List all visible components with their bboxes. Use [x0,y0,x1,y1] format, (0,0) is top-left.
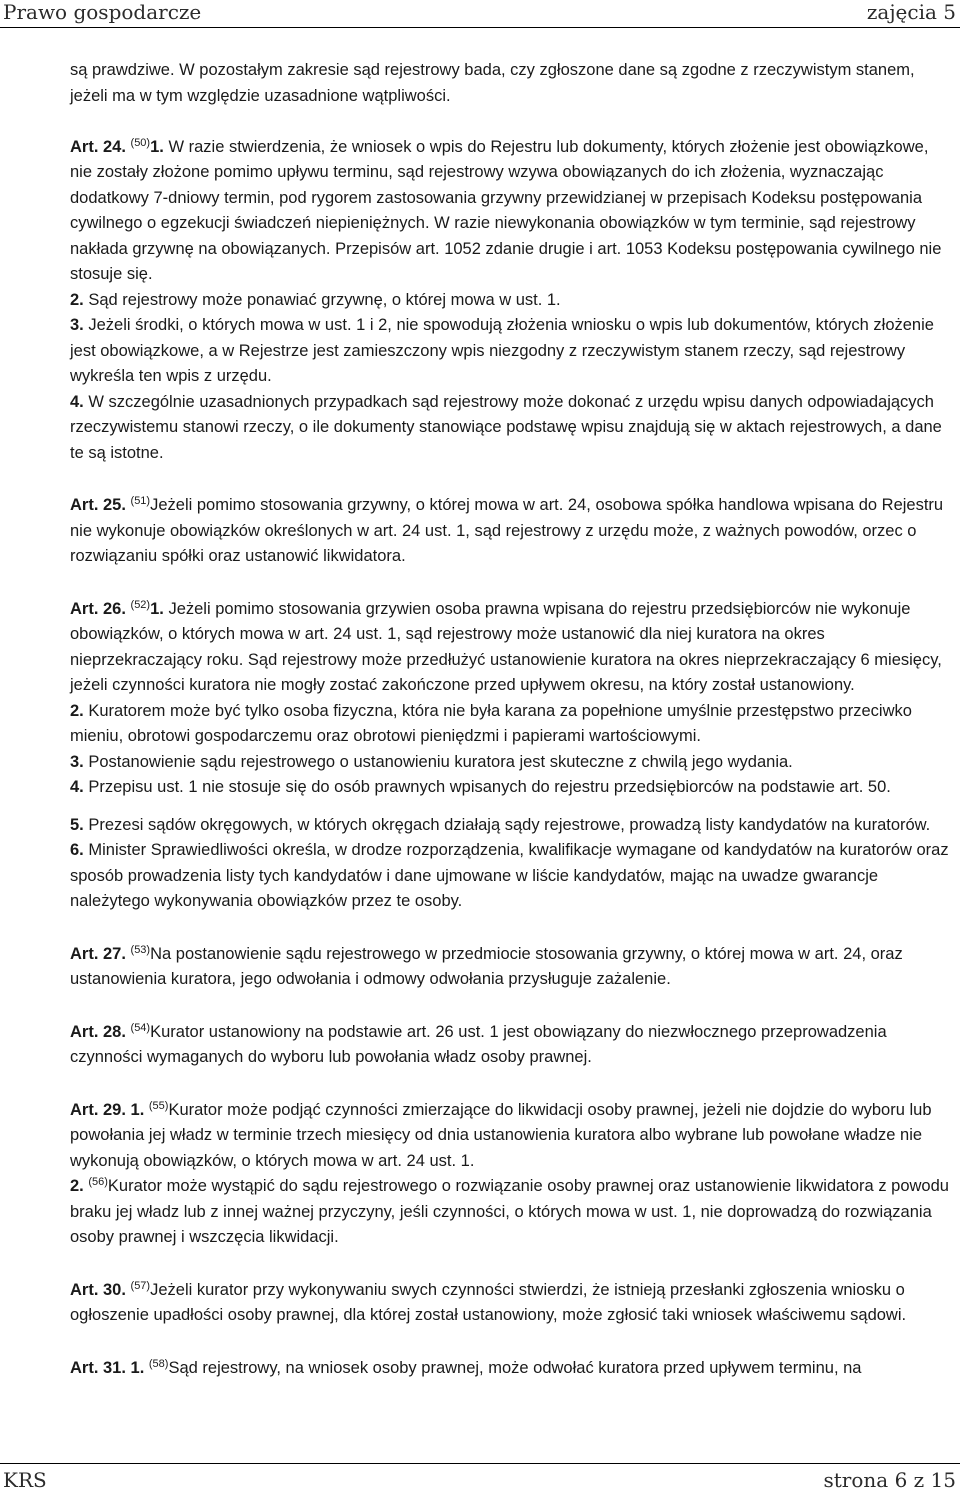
paragraph-number: 2. [70,1177,84,1195]
header-divider [0,27,960,28]
art-26-ust-2 [35,699,953,750]
article-label: Art. 28. [70,1022,126,1041]
article-label: Art. 25. [70,496,126,514]
art-27 [35,942,953,993]
header-title: Prawo gospodarcze [3,0,202,24]
paragraph-intro: są prawdziwe. W pozostałym zakresie sąd rejestrowy bada, czy zgłoszone dane są zgodne z rzeczywistym stanem, jeżeli ma w tym względzie uzasadnione wątpliwości. [70,61,915,105]
paragraph-text: Na postanowienie sądu rejestrowego w przedmiocie stosowania grzywny, o której mowa w art. 24, oraz ustanowienia kuratora, jego odwołania i odmowy odwołania przysługuje zażalenie. [70,944,903,988]
footnote-ref: (58) [148,1357,169,1370]
art-24-ust-3 [35,313,953,390]
art-26-ust-6 [35,838,953,915]
paragraph-number: 3. [70,316,84,334]
art-30 [35,1278,953,1329]
paragraph-text: Minister Sprawiedliwości określa, w drodze rozporządzenia, kwalifikacje wymagane od kandydatów na kuratorów oraz sposób prowadzenia listy tych kandydatów i dane ujmowane w liście kandydatów, mając na uwadze gwarancje należytego wykonywania obowiązków przez te osoby. [70,841,949,910]
paragraph-text: Jeżeli środki, o których mowa w ust. 1 i 2, nie spowodują złożenia wniosku o wpis lub dokumentów, których złożenie jest obowiązkowe, a w Rejestrze jest zamieszczony wpis niezgodny z rzeczywistym stanem rzeczy, sąd rejestrowy wykreśla ten wpis z urzędu. [70,316,934,385]
paragraph-text: Prezesi sądów okręgowych, w których okręgach działają sądy rejestrowe, prowadzą listy kandydatów na kuratorów. [88,815,931,834]
art-29-ust-2 [35,1174,953,1251]
footnote-ref: (56) [88,1176,108,1188]
header-session: zajęcia 5 [866,0,956,24]
paragraph-number: 2. [70,701,84,720]
footnote-ref: (57) [130,1279,151,1292]
art-26-ust-5 [35,813,953,839]
art-24-ust-4 [35,390,953,467]
paragraph-number: 4. [70,392,84,411]
paragraph-number: 4. [70,778,84,796]
paragraph-text: Kurator ustanowiony na podstawie art. 26 ust. 1 jest obowiązany do niezwłocznego przeprowadzenia czynności wymaganych do wyboru lub powołania władz osoby prawnej. [70,1022,887,1066]
art-26-ust-4 [35,775,953,801]
footnote-ref: (53) [130,943,151,956]
art-26-ust-1 [35,597,953,699]
paragraph-text: Jeżeli kurator przy wykonywaniu swych czynności stwierdzi, że istnieją przesłanki zgłoszenia wniosku o ogłoszenie upadłości osoby prawnej, dla której został ustanowiony, może zgłosić taki wniosek właściwemu sądowi. [70,1280,907,1324]
paragraph-text: Jeżeli pomimo stosowania grzywny, o której mowa w art. 24, osobowa spółka handlowa wpisana do Rejestru nie wykonuje obowiązków określonych w art. 24 ust. 1, sąd rejestrowy z urzędu może, z ważnych powodów, orzec o rozwiązaniu spółki oraz ustanowić likwidatora. [70,496,944,565]
footnote-ref: (50) [130,136,151,149]
paragraph-text: Przepisu ust. 1 nie stosuje się do osób prawnych wpisanych do rejestru przedsiębiorców na podstawie art. 50. [88,778,891,796]
paragraph-number: 1. [130,1100,145,1119]
paragraph-text: Kurator może podjąć czynności zmierzające do likwidacji osoby prawnej, jeżeli nie dojdzie do wyboru lub powołania jej władz w terminie trzech miesięcy od dnia ustanowienia kuratora albo wybrane lub powołane władze nie wykonują obowiązków, o których mowa w art. 24 ust. 1. [70,1100,932,1170]
footnote-ref: (51) [130,495,151,507]
paragraph-number: 1. [150,599,164,618]
art-28 [35,1020,953,1071]
footnote-ref: (54) [130,1021,151,1034]
paragraph-text: Postanowienie sądu rejestrowego o ustanowieniu kuratora jest skuteczne z chwilą jego wydania. [88,752,793,771]
paragraph-text: Jeżeli pomimo stosowania grzywien osoba prawna wpisana do rejestru przedsiębiorców nie wykonuje obowiązków, o których mowa w art. 24 ust. 1, sąd rejestrowy może ustanowić dla niej kuratora na okres nieprzekraczający roku. Sąd rejestrowy może przedłużyć ustanowienie kuratora na okres nieprzekraczający 6 miesięcy, jeżeli czynności kuratora nie mogły zostać zakończone przed upływem okresu, na który został ustanowiony. [70,599,942,694]
art-24-ust-2 [35,288,953,314]
article-label: Art. 24. [70,137,126,156]
art-25 [35,493,953,570]
article-label: Art. 27. [70,944,126,963]
paragraph-number: 3. [70,752,84,771]
paragraph-number: 1. [130,1358,145,1377]
article-label: Art. 29. [70,1100,126,1119]
article-label: Art. 31. [70,1358,126,1377]
art-31-ust-1 [35,1356,953,1382]
footer-divider [0,1463,960,1464]
article-label: Art. 30. [70,1280,126,1299]
document-body [35,58,953,1381]
paragraph-number: 1. [150,137,164,156]
paragraph-text: W razie stwierdzenia, że wniosek o wpis do Rejestru lub dokumenty, których złożenie jest obowiązkowe, nie zostały złożone pomimo upływu terminu, sąd rejestrowy wzywa obowiązanych do ich złożenia, wyznaczając dodatkowy 7-dniowy termin, pod rygorem zastosowania grzywny przewidzianej w przepisach Kodeksu postępowania cywilnego o egzekucji świadczeń niepieniężnych. W razie niewykonania obowiązków w tym terminie, sąd rejestrowy nakłada grzywnę na obowiązanych. Przepisów art. 1052 zdanie drugie i art. 1053 Kodeksu postępowania cywilnego nie stosuje się. [70,137,942,283]
paragraph-number: 5. [70,815,84,834]
paragraph-text: Kurator może wystąpić do sądu rejestrowego o rozwiązanie osoby prawnej oraz ustanowienie likwidatora z powodu braku jej władz lub z innej ważnej przyczyny, jeśli czynności, o których mowa w ust. 1, nie doprowadzą do rozwiązania osoby prawnej i wszczęcia likwidacji. [70,1177,949,1246]
page-number: strona 6 z 15 [823,1468,956,1492]
footnote-ref: (55) [148,1099,169,1112]
paragraph-text: Kuratorem może być tylko osoba fizyczna, która nie była karana za popełnione umyślnie przestępstwo przeciwko mieniu, obrotowi gospodarczemu oraz obrotowi pieniędzmi i papierami wartościowymi. [70,701,912,745]
paragraph-text: W szczególnie uzasadnionych przypadkach sąd rejestrowy może dokonać z urzędu wpisu danych odpowiadających rzeczywistemu stanowi rzeczy, o ile dokumenty stanowiące podstawę wpisu znajdują się w aktach rejestrowych, a dane te są istotne. [70,392,942,462]
art-24-ust-1 [35,135,953,288]
footnote-ref: (52) [130,598,151,611]
paragraph-number: 6. [70,841,84,859]
art-29-ust-1 [35,1098,953,1175]
paragraph-number: 2. [70,290,84,309]
art-26-ust-3 [35,750,953,776]
article-label: Art. 26. [70,599,126,618]
paragraph-text: Sąd rejestrowy, na wniosek osoby prawnej, może odwołać kuratora przed upływem terminu, na [168,1358,862,1377]
footer-section: KRS [3,1468,47,1492]
paragraph-text: Sąd rejestrowy może ponawiać grzywnę, o której mowa w ust. 1. [88,290,561,309]
